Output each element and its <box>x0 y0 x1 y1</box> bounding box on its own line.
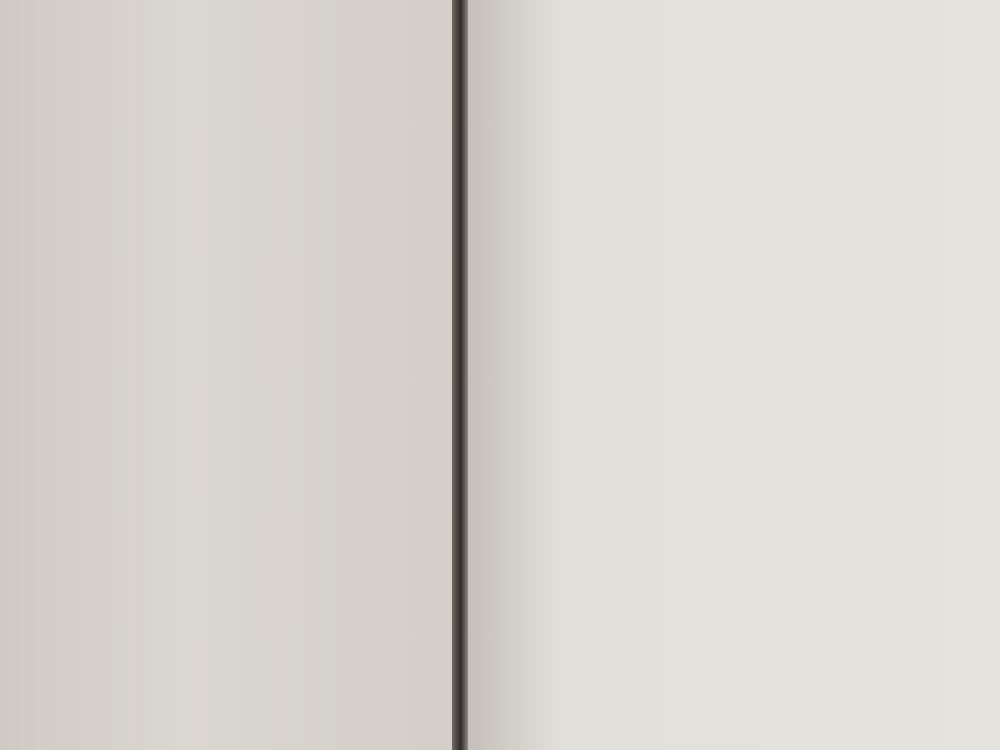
book-gutter <box>452 0 468 750</box>
left-page <box>0 0 452 750</box>
right-page <box>468 0 1000 750</box>
